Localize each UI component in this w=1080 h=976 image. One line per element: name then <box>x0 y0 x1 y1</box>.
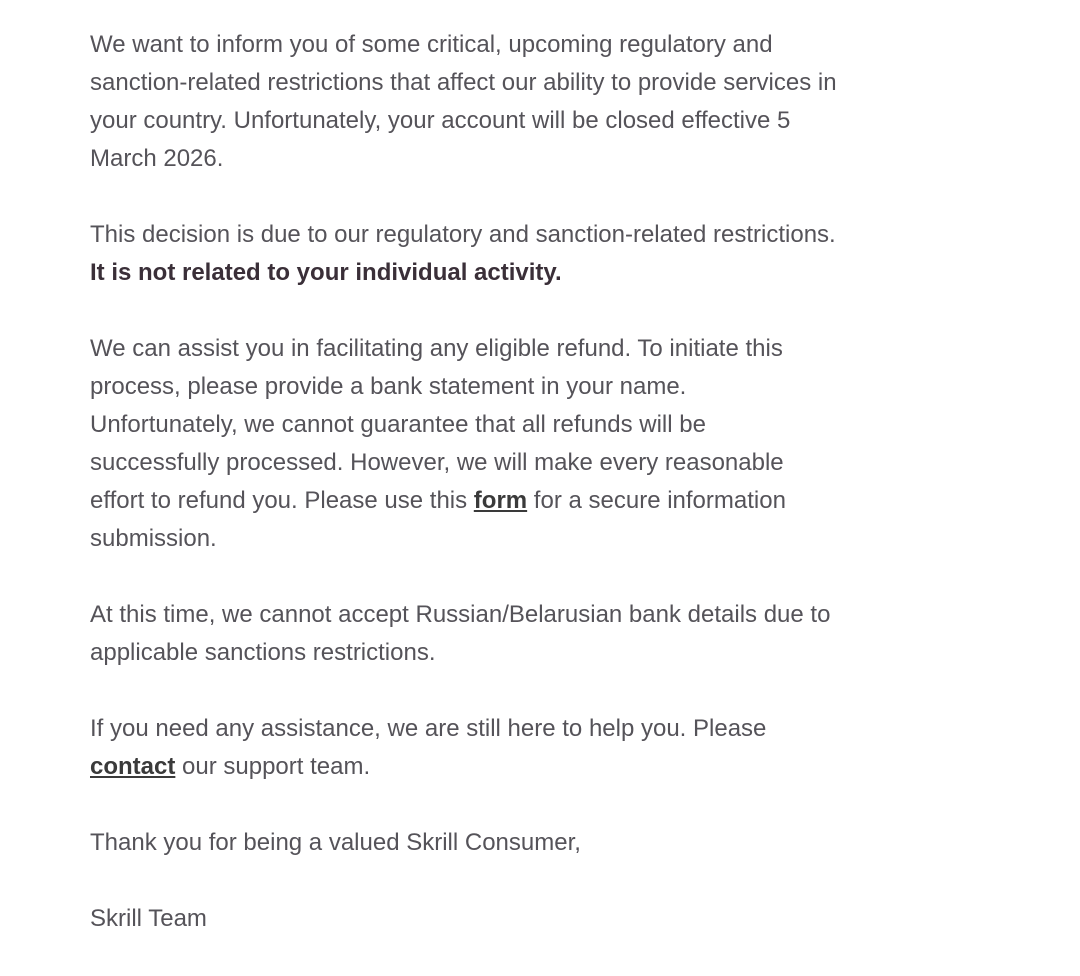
paragraph-sanctions <box>90 596 990 672</box>
text-line: This decision is due to our regulatory and sanction-related restrictions. <box>90 221 836 248</box>
contact-link[interactable]: contact <box>90 753 176 780</box>
text-line: process, please provide a bank statement in your name. <box>90 373 687 400</box>
text-line <box>90 748 990 786</box>
text-line <box>90 482 990 520</box>
paragraph-account-closure <box>90 26 990 178</box>
paragraph-decision-reason <box>90 216 990 292</box>
closing-line <box>90 824 990 862</box>
text-line: successfully processed. However, we will make every reasonable <box>90 449 784 476</box>
text-line: March 2026. <box>90 145 224 172</box>
text-line: your country. Unfortunately, your account will be closed effective 5 <box>90 107 791 134</box>
text-line: Skrill Team <box>90 905 207 932</box>
email-body <box>90 26 990 976</box>
signature <box>90 900 990 938</box>
text-line: At this time, we cannot accept Russian/Belarusian bank details due to <box>90 601 831 628</box>
text-line: We want to inform you of some critical, upcoming regulatory and <box>90 31 773 58</box>
text-segment: effort to refund you. Please use this <box>90 487 474 514</box>
text-segment: our support team. <box>175 753 371 780</box>
paragraph-refund <box>90 330 990 558</box>
text-line: We can assist you in facilitating any eligible refund. To initiate this <box>90 335 783 362</box>
bold-statement: It is not related to your individual activity. <box>90 259 562 286</box>
text-line: sanction-related restrictions that affect our ability to provide services in <box>90 69 837 96</box>
form-link[interactable]: form <box>473 487 528 514</box>
text-line: If you need any assistance, we are still here to help you. Please <box>90 715 767 742</box>
text-line: Thank you for being a valued Skrill Consumer, <box>90 829 581 856</box>
text-line: Unfortunately, we cannot guarantee that all refunds will be <box>90 411 706 438</box>
text-line: submission. <box>90 525 217 552</box>
text-line: applicable sanctions restrictions. <box>90 639 436 666</box>
text-segment: for a secure information <box>527 487 786 514</box>
paragraph-assistance <box>90 710 990 786</box>
